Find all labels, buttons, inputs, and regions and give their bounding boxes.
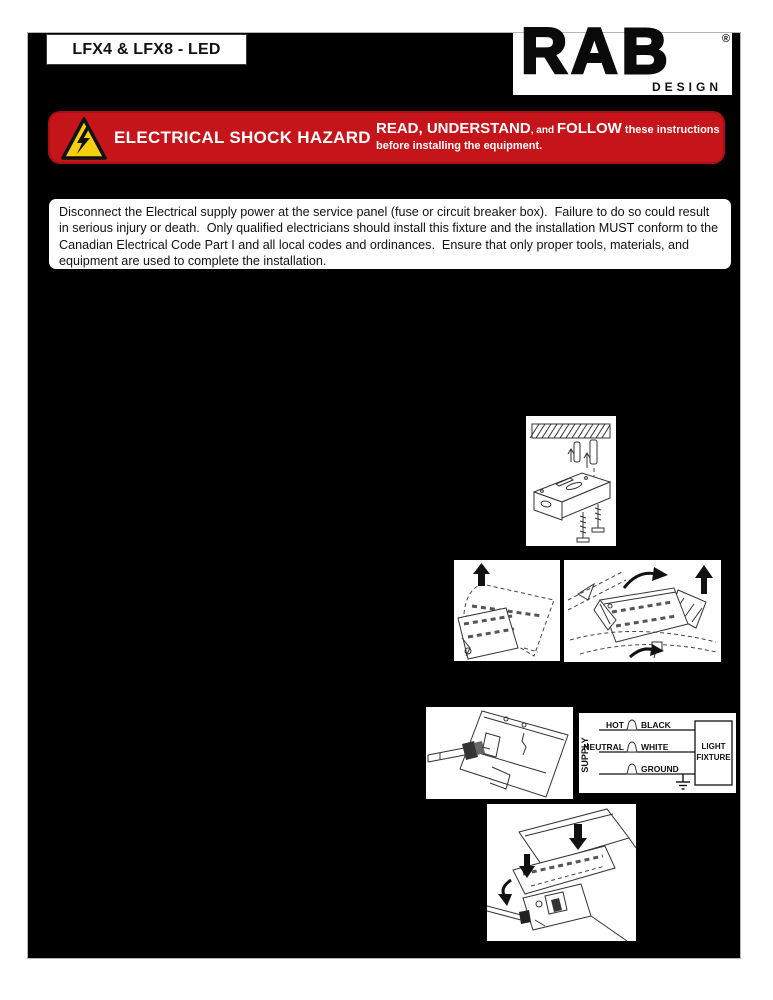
conduit-entry-drawing: [426, 707, 573, 799]
anchor-icon: [574, 442, 580, 462]
ground-label: GROUND: [641, 764, 679, 774]
disconnect-notice: Disconnect the Electrical supply power at the service panel (fuse or circuit breaker box). Failure to do so could result in serious injury or death. Only qualified electricians should install this fixture and the installation MUST conform to the Canadian Electrical Code Part I and all local codes and ordinances. Ensure that only proper tools, materials, and equipment are used to complete the installation.: [49, 199, 731, 269]
lift-lens-drawing: [454, 560, 560, 661]
illustration-conduit-entry: [426, 707, 573, 799]
anchor-icon: [590, 440, 597, 464]
wiring-diagram: [579, 713, 736, 793]
reinstall-lens-drawing: [487, 804, 636, 941]
banner-line1: READ, UNDERSTAND, and FOLLOW these instructions: [376, 120, 720, 137]
latch-icon: [519, 910, 531, 924]
ceiling-mounting-drawing: [526, 416, 616, 546]
page-title: LFX4 & LFX8 - LED: [72, 40, 221, 58]
wiring-diagram-drawing: [579, 713, 736, 793]
illustration-rotate-cover: [564, 560, 721, 662]
supply-label: SUPPLY: [580, 737, 590, 773]
neutral-label: NEUTRAL: [583, 742, 624, 752]
registered-trademark-icon: ®: [721, 33, 730, 45]
rab-design-logo: [513, 15, 732, 95]
brand-name: RAB: [521, 15, 672, 87]
content-area: [27, 15, 741, 959]
banner-line2: before installing the equipment.: [376, 140, 543, 153]
hot-label: HOT: [606, 720, 624, 730]
model-title-box: [46, 34, 247, 65]
wire-nut-icon: [626, 720, 638, 774]
rotate-cover-drawing: [564, 560, 721, 662]
warning-banner: [48, 111, 725, 164]
white-label: WHITE: [641, 742, 669, 752]
illustration-reinstall-lens: [487, 804, 636, 941]
screw-icon: [592, 504, 604, 532]
curved-arrow-icon: [624, 573, 656, 588]
hazard-heading: ELECTRICAL SHOCK HAZARD: [114, 127, 371, 147]
illustration-ceiling-mounting: [526, 416, 616, 546]
fixture-label-line2: FIXTURE: [696, 753, 731, 762]
illustration-lift-lens: [454, 560, 560, 661]
banner-instructions: [376, 120, 720, 153]
ground-symbol-icon: [676, 774, 690, 789]
up-arrow-icon: [695, 565, 713, 594]
fixture-label-line1: LIGHT: [701, 742, 726, 751]
screw-icon: [577, 512, 589, 542]
black-label: BLACK: [641, 720, 671, 730]
electrical-hazard-icon: [60, 116, 108, 162]
brand-subtitle: DESIGN: [651, 80, 722, 94]
up-arrow-icon: [473, 563, 490, 586]
